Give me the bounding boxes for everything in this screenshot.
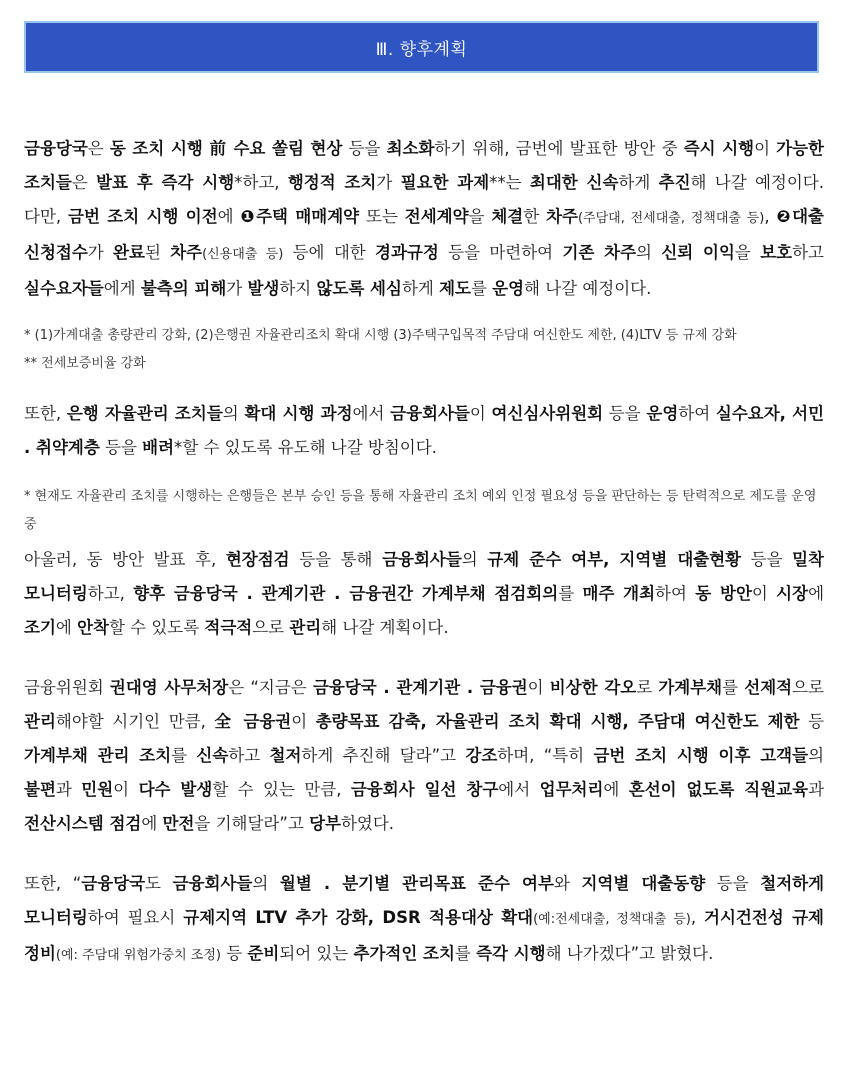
emphasis-text: 가능한 조치들 [24, 139, 824, 192]
paragraph-official-remarks [24, 671, 824, 841]
emphasis-text: 全 금융권 [214, 712, 292, 731]
emphasis-text: 차주 [546, 207, 578, 226]
emphasis-text: 즉시 시행 [683, 139, 755, 158]
body-text: 할 수 있도록 [108, 618, 205, 637]
emphasis-text: 운영 [492, 279, 525, 298]
body-text: , [690, 908, 705, 927]
emphasis-text: 금번 조치 시행 이전 [68, 207, 218, 226]
emphasis-text: 민원 [81, 780, 114, 799]
parenthetical-text: (예: 주담대 위험가중치 조정) [55, 948, 221, 963]
emphasis-text: 행정적 조치 [287, 173, 377, 192]
emphasis-text: 발생 [247, 279, 280, 298]
body-text: 금융위원회 [24, 678, 110, 697]
emphasis-text: 밀착 모니터링 [24, 550, 824, 603]
emphasis-text: 추진 [658, 173, 691, 192]
emphasis-text: 총량목표 감축, 자율관리 조치 확대 시행, 주담대 여신한도 제한 [315, 712, 800, 731]
emphasis-text: 완료 [113, 243, 145, 262]
body-text: 또는 [359, 207, 405, 226]
body-text: 에 [141, 814, 163, 833]
emphasis-text: 혼선이 없도록 직원교육 [628, 780, 809, 799]
emphasis-text: 은행 자율관리 조치들 [66, 404, 223, 423]
emphasis-text: 당부 [309, 814, 341, 833]
body-text: 되어 있는 [279, 944, 354, 963]
emphasis-text: 체결 [491, 207, 524, 226]
emphasis-text: 동 방안 [695, 584, 752, 603]
emphasis-text: 보호 [760, 243, 793, 262]
body-text: 등 [220, 944, 248, 963]
emphasis-text: ❶주택 매매계약 [240, 207, 360, 226]
body-text: 하였다. [340, 814, 395, 833]
emphasis-text: 확대 시행 과정 [244, 404, 353, 423]
body-text: 하게 [618, 173, 659, 192]
emphasis-text: 추가적인 조치 [353, 944, 455, 963]
body-text: 등을 마련하여 [438, 243, 563, 262]
parenthetical-text: (예:전세대출, 정책대출 등) [533, 912, 691, 927]
body-text: 를 [470, 279, 493, 298]
body-text: 등을 [603, 404, 647, 423]
body-text: 도 [145, 874, 173, 893]
emphasis-text: 신속 [196, 746, 229, 765]
body-text: 의 [461, 550, 488, 569]
body-text: 에 [603, 780, 629, 799]
footnote-administrative-measures: ** 전세보증비율 강화 [24, 356, 146, 371]
body-text: 가 [376, 173, 401, 192]
body-text: 이 [291, 712, 316, 731]
body-text: *하고, [234, 173, 288, 192]
emphasis-text: 신뢰 이익 [661, 243, 735, 262]
emphasis-text: 안착 [77, 618, 109, 637]
body-text: 를 [171, 746, 197, 765]
emphasis-text: 권대영 사무처장 [109, 678, 229, 697]
parenthetical-text: (신용대출 등) [202, 247, 284, 262]
emphasis-text: 가계부채 [658, 678, 723, 697]
emphasis-text: 관리 [289, 618, 322, 637]
body-text: **는 [489, 173, 530, 192]
body-text: 해 나갈 계획이다. [321, 618, 449, 637]
body-text: 이 [751, 584, 777, 603]
section-header [24, 21, 819, 73]
body-text: 의 [222, 404, 245, 423]
emphasis-text: 월별 . 분기별 관리목표 준수 여부 [279, 874, 554, 893]
emphasis-text: 않도록 세심 [316, 279, 402, 298]
body-text: 하게 추진해 달라”고 [301, 746, 466, 765]
emphasis-text: 조기 [24, 618, 56, 637]
emphasis-text: 전세계약 [404, 207, 469, 226]
emphasis-text: 최대한 신속 [529, 173, 619, 192]
body-text: 등 [799, 712, 825, 731]
body-text: *할 수 있도록 유도해 나갈 방침이다. [174, 438, 437, 457]
body-text: 에 [55, 618, 78, 637]
body-text: 로 [636, 678, 659, 697]
body-text: 은 “지금은 [228, 678, 313, 697]
body-text: 를 [722, 678, 745, 697]
body-text: 해 나갈 예정이다. 다만, [24, 173, 824, 226]
body-text: 등에 대한 [283, 243, 376, 262]
emphasis-text: ❷대출 신청접수 [24, 207, 824, 262]
body-text: 과 [808, 780, 825, 799]
emphasis-text: 불편 [24, 780, 56, 799]
emphasis-text: 강조 [465, 746, 498, 765]
emphasis-text: 지역별 대출동향 [581, 874, 706, 893]
emphasis-text: 현장점검 [225, 550, 290, 569]
body-text: 을 [734, 243, 761, 262]
body-text: 하기 위해, 금번에 발표한 방안 중 [434, 139, 684, 158]
emphasis-text: 만전 [162, 814, 195, 833]
body-text: 에 [217, 207, 241, 226]
emphasis-text: 배려 [142, 438, 175, 457]
body-text: 으로 [252, 618, 290, 637]
emphasis-text: 다수 발생 [138, 780, 213, 799]
body-text: 이 [754, 139, 777, 158]
body-text: 를 [558, 584, 583, 603]
body-text: 의 [808, 746, 825, 765]
body-text: 의 [252, 874, 280, 893]
body-text: 에 [808, 584, 825, 603]
emphasis-text: 가계부채 관리 조치 [24, 746, 172, 765]
paragraph-future-plan [24, 132, 824, 306]
paragraph-bank-self-management [24, 397, 824, 465]
body-text: 를 [454, 944, 477, 963]
emphasis-text: 적극적 [204, 618, 253, 637]
body-text: 또한, [24, 404, 67, 423]
body-text: 을 기해달라”고 [194, 814, 310, 833]
body-text: 에서 [498, 780, 540, 799]
emphasis-text: 매주 개최 [582, 584, 656, 603]
body-text: 하고 [792, 243, 824, 262]
emphasis-text: 경과규정 [375, 243, 439, 262]
body-text: 이 [469, 404, 492, 423]
emphasis-text: 실수요자들 [24, 279, 104, 298]
body-text: 등을 [705, 874, 761, 893]
emphasis-text: 규제 준수 여부, 지역별 대출현황 [487, 550, 742, 569]
emphasis-text: 관리 [24, 712, 56, 731]
emphasis-text: 준비 [247, 944, 280, 963]
document-body [24, 132, 824, 973]
emphasis-text: 금융당국 . 관계기관 . 금융권 [312, 678, 528, 697]
emphasis-text: 향후 금융당국 . 관계기관 . 금융권간 가계부채 점검회의 [133, 584, 559, 603]
body-text: 하고 [228, 746, 270, 765]
body-text: 의 [636, 243, 662, 262]
emphasis-text: 금융당국 [81, 874, 146, 893]
body-text: 된 [144, 243, 171, 262]
section-title: Ⅲ. 향후계획 [375, 39, 468, 60]
body-text: 가 [87, 243, 114, 262]
body-text: 하게 [401, 279, 440, 298]
body-text: 하여 [678, 404, 716, 423]
body-text: 에게 [103, 279, 141, 298]
body-text: 등을 통해 [289, 550, 383, 569]
body-text: 해 나갈 예정이다. [524, 279, 652, 298]
paragraph-additional-measures [24, 867, 824, 973]
body-text: 또한, “ [24, 874, 82, 893]
body-text: , [764, 207, 777, 226]
emphasis-text: 업무처리 [539, 780, 604, 799]
emphasis-text: 규제지역 LTV 추가 강화, DSR 적용대상 확대 [183, 908, 534, 927]
footnote-immediate-measures: * (1)가계대출 총량관리 강화, (2)은행권 자율관리조치 확대 시행 (3)주택구입목적 주담대 여신한도 제한, (4)LTV 등 규제 강화 [24, 328, 737, 343]
emphasis-text: 운영 [646, 404, 679, 423]
body-text: 하며, “특히 [497, 746, 594, 765]
paragraph-monitoring [24, 543, 824, 645]
emphasis-text: 발표 후 즉각 시행 [96, 173, 235, 192]
emphasis-text: 금융회사들 [382, 550, 462, 569]
body-text: 에서 [352, 404, 391, 423]
emphasis-text: 금융회사들 [390, 404, 470, 423]
emphasis-text: 필요한 과제 [400, 173, 490, 192]
emphasis-text: 시장 [776, 584, 809, 603]
body-text: 은 [71, 173, 97, 192]
body-text: 하고, [87, 584, 134, 603]
emphasis-text: 금융회사 일선 창구 [350, 780, 499, 799]
footnote-bank-exception: * 현재도 자율관리 조치를 시행하는 은행들은 본부 승인 등을 통해 자율관리 조치 예외 인정 필요성 등을 판단하는 등 탄력적으로 제도를 운영 중 [24, 489, 817, 532]
body-text: 하지 [279, 279, 317, 298]
emphasis-text: 거시건전성 규제 정비 [24, 908, 824, 963]
emphasis-text: 차주 [170, 243, 203, 262]
body-text: 한 [523, 207, 547, 226]
emphasis-text: 불측의 피해 [140, 279, 227, 298]
body-text: 을 [468, 207, 492, 226]
body-text: 하여 필요시 [87, 908, 184, 927]
emphasis-text: 여신심사위원회 [491, 404, 604, 423]
body-text: 아울러, 동 방안 발표 후, [24, 550, 226, 569]
body-text: 하여 [655, 584, 696, 603]
emphasis-text: 최소화 [386, 139, 435, 158]
body-text: 이 [527, 678, 550, 697]
emphasis-text: 선제적 [744, 678, 793, 697]
body-text: 과 [55, 780, 82, 799]
body-text: 와 [553, 874, 582, 893]
emphasis-text: 금번 조치 시행 이후 고객들 [593, 746, 809, 765]
emphasis-text: 기존 차주 [562, 243, 637, 262]
body-text: 은 [87, 139, 110, 158]
body-text: 이 [113, 780, 139, 799]
emphasis-text: 금융당국 [24, 139, 88, 158]
body-text: 으로 [792, 678, 824, 697]
emphasis-text: 철저 [269, 746, 302, 765]
body-text: 등을 [741, 550, 793, 569]
emphasis-text: 전산시스템 점검 [24, 814, 142, 833]
body-text: 해야할 시기인 만큼, [55, 712, 215, 731]
body-text: 등을 [342, 139, 387, 158]
emphasis-text: 철저하게 모니터링 [24, 874, 825, 927]
emphasis-text: 즉각 시행 [476, 944, 546, 963]
body-text: 등을 [99, 438, 143, 457]
emphasis-text: 제도 [439, 279, 471, 298]
emphasis-text: 금융회사들 [172, 874, 253, 893]
emphasis-text: 실수요자, 서민 . 취약계층 [24, 404, 825, 457]
emphasis-text: 비상한 각오 [549, 678, 637, 697]
emphasis-text: 동 조치 시행 前 수요 쏠림 현상 [109, 139, 343, 158]
body-text: 할 수 있는 만큼, [212, 780, 351, 799]
body-text: 해 나가겠다”고 밝혔다. [545, 944, 714, 963]
parenthetical-text: (주담대, 전세대출, 정책대출 등) [577, 211, 765, 226]
body-text: 가 [226, 279, 248, 298]
